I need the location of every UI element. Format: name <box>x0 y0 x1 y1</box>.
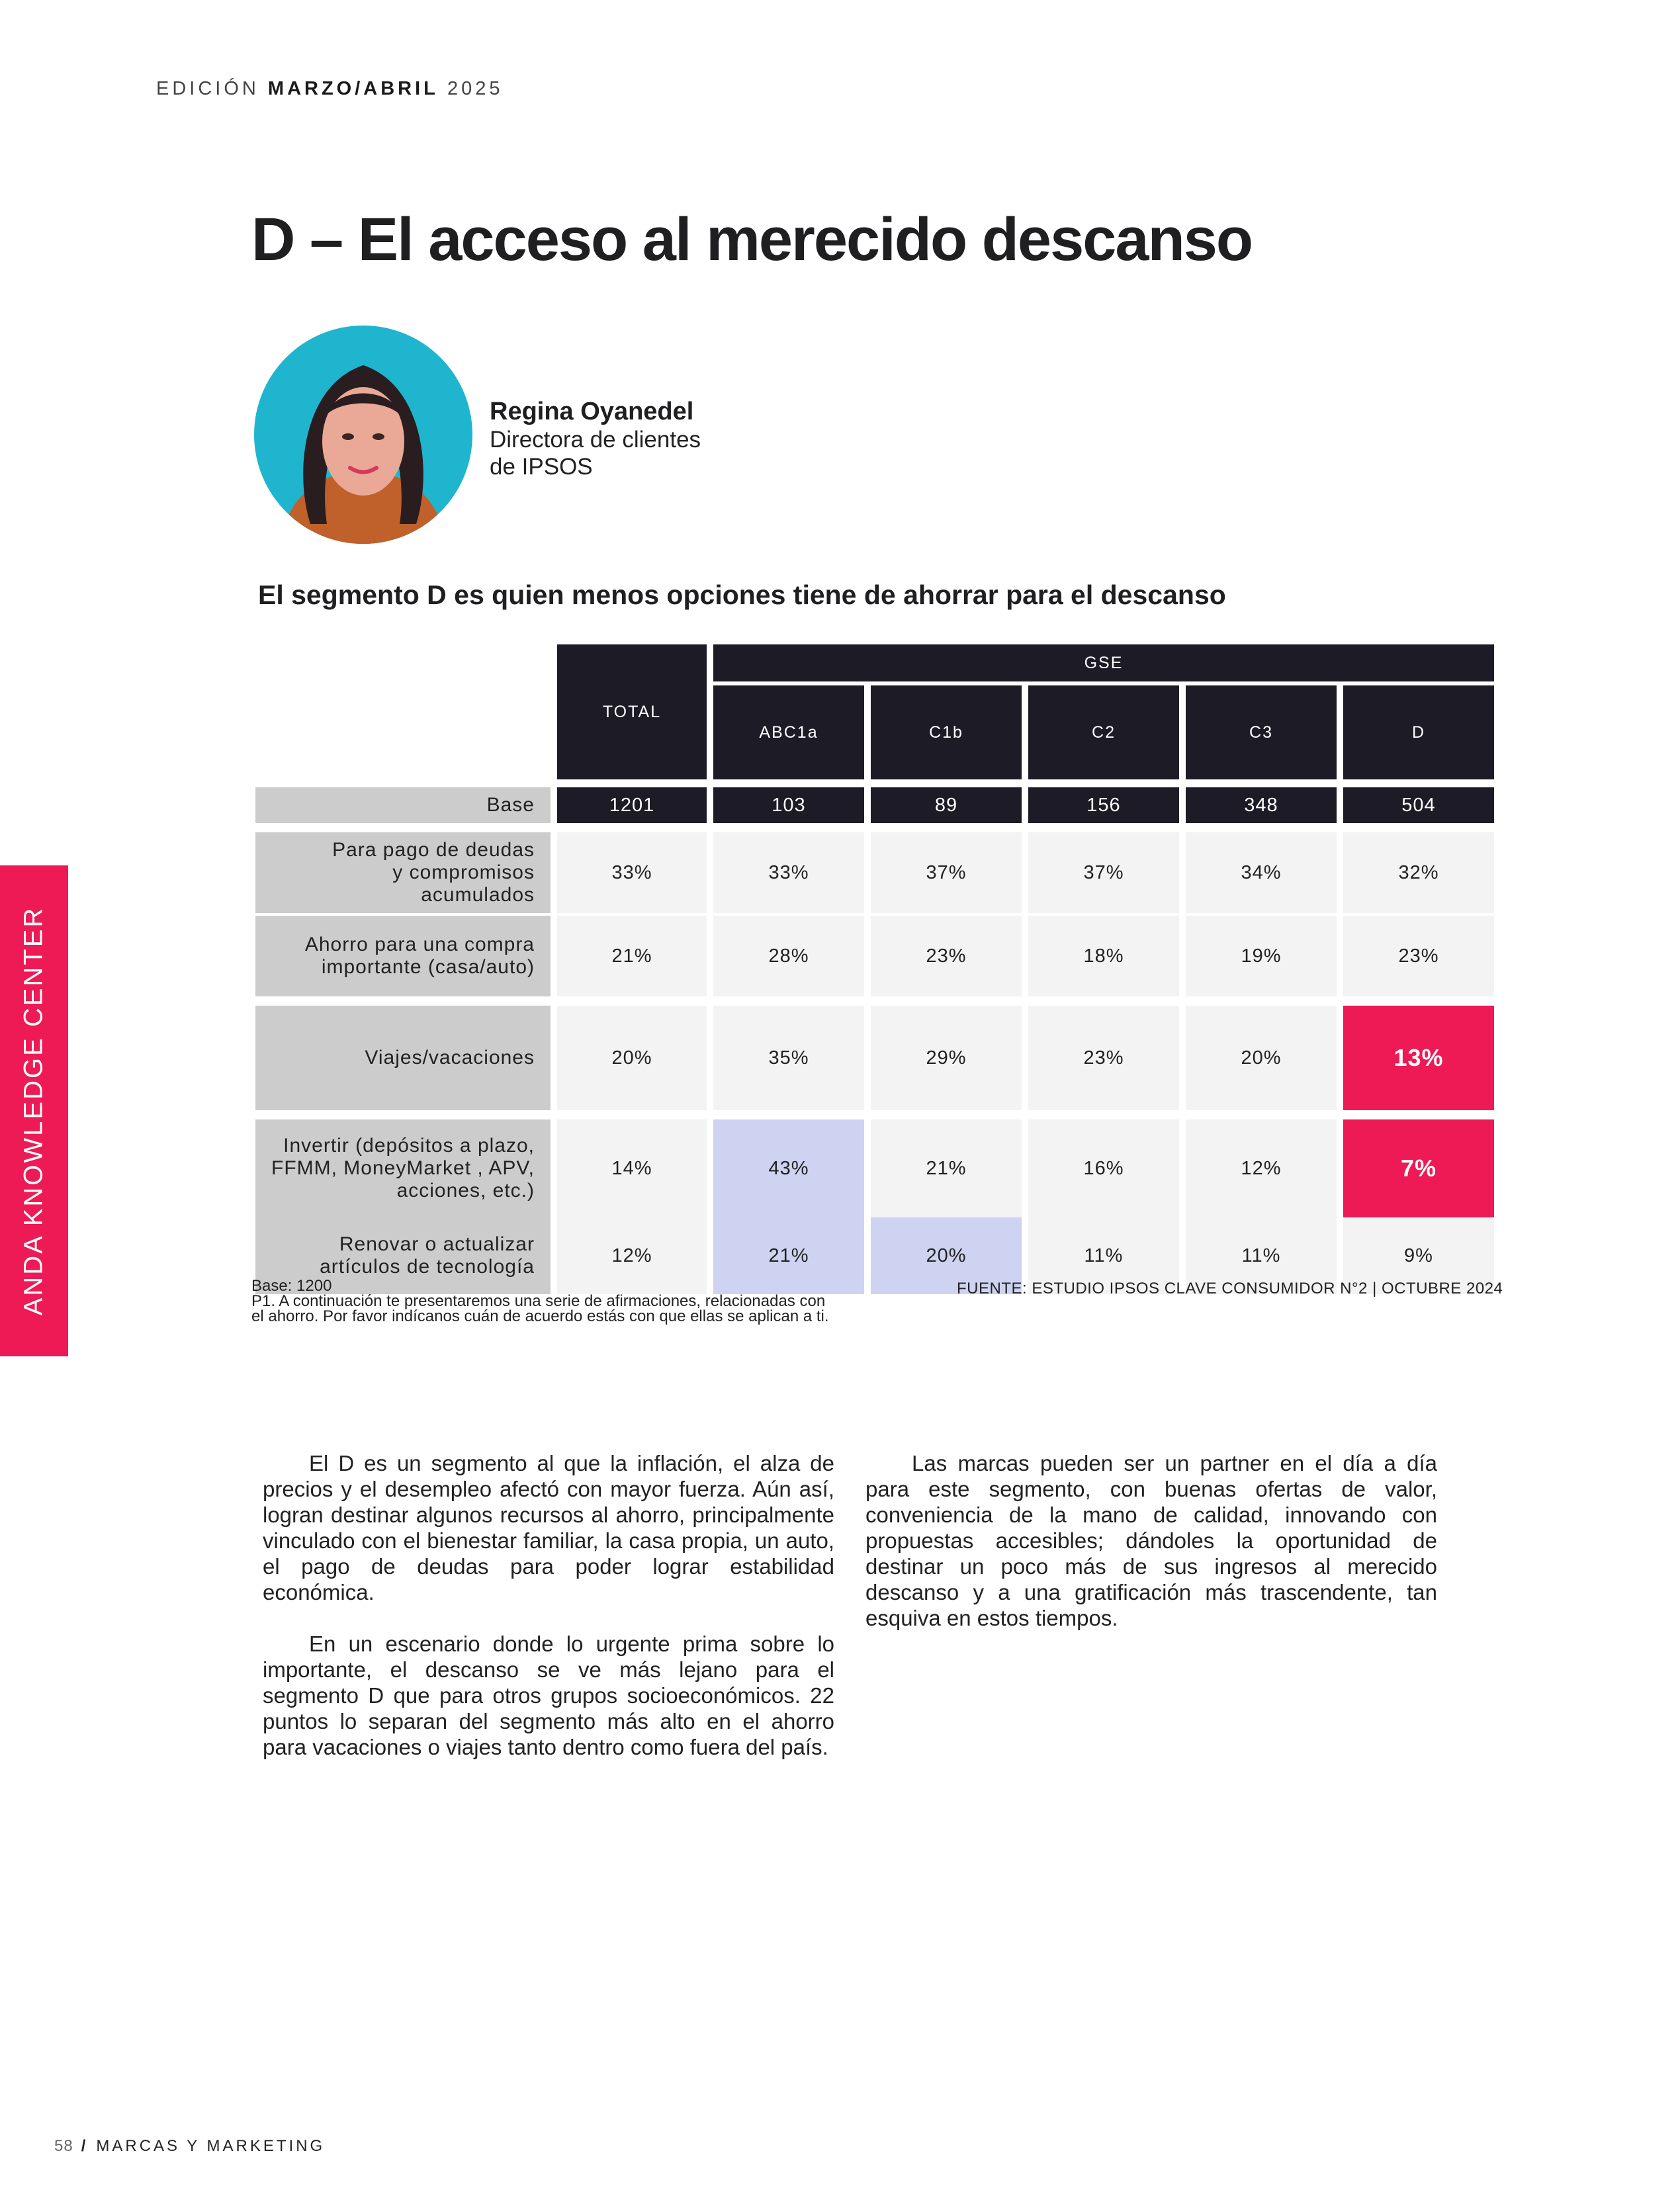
row-label-line: FFMM, MoneyMarket , APV, <box>271 1157 535 1179</box>
table-header-col: C1b <box>871 685 1022 779</box>
author-avatar <box>254 326 472 544</box>
table-header-col: C2 <box>1028 685 1179 779</box>
table-value-cell: 21% <box>713 1217 864 1294</box>
row-label-line: Renovar o actualizar <box>339 1233 535 1255</box>
table-notes <box>251 1278 834 1324</box>
table-value-cell: 33% <box>557 832 707 913</box>
table-value-cell: 11% <box>1028 1217 1179 1294</box>
article-title: D – El acceso al merecido descanso <box>251 206 1253 273</box>
table-value-cell: 16% <box>1028 1119 1179 1217</box>
table-value-cell: 21% <box>871 1119 1022 1217</box>
table-value-cell: 20% <box>1186 1006 1337 1110</box>
row-label-line: acciones, etc.) <box>396 1180 535 1202</box>
author-role-line1: Directora de clientes <box>490 427 701 453</box>
section-sidebar <box>0 865 68 1356</box>
row-label-line: y compromisos <box>392 861 535 883</box>
base-note: Base: 1200 <box>251 1277 332 1295</box>
table-base-cell: 348 <box>1186 787 1337 823</box>
table-value-cell: 11% <box>1186 1217 1337 1294</box>
table-value-cell: 34% <box>1186 832 1337 913</box>
table-value-cell: 23% <box>1028 1006 1179 1110</box>
table-value-cell: 37% <box>1028 832 1179 913</box>
table-header-col: D <box>1343 685 1494 779</box>
body-paragraph: Las marcas pueden ser un partner en el día a día para este segmento, con buenas ofertas de valor, conveniencia de la mano de calidad, innovando con propuestas accesibles; dándoles la oportunidad de destinar un poco más de sus ingresos al merecido descanso y a una gratificación más trascendente, tan esquiva en estos tiempos. <box>865 1451 1437 1630</box>
body-paragraph: El D es un segmento al que la inflación, el alza de precios y el desempleo afectó con mayor fuerza. Aún así, logran destinar algunos recursos al ahorro, principalmente vinculado con el bienestar familiar, la casa propia, un auto, el pago de deudas para poder lograr estabilidad económica. <box>263 1451 834 1604</box>
table-row-label <box>255 916 551 996</box>
row-label-text <box>332 839 535 906</box>
table-value-cell: 20% <box>871 1217 1022 1294</box>
row-label-text <box>365 1047 535 1069</box>
page-number: 58 <box>54 2137 73 2155</box>
body-column-left <box>263 1450 834 1786</box>
table-header-total: TOTAL <box>557 644 707 779</box>
table-base-cell: 103 <box>713 787 864 823</box>
table-base-cell: 156 <box>1028 787 1179 823</box>
sidebar-label: ANDA KNOWLEDGE CENTER <box>19 906 48 1316</box>
table-header-col: ABC1a <box>713 685 864 779</box>
table-value-cell: 20% <box>557 1006 707 1110</box>
table-value-cell: 37% <box>871 832 1022 913</box>
publication-name: MARCAS Y MARKETING <box>96 2137 326 2155</box>
table-value-cell: 21% <box>557 916 707 996</box>
table-base-cell: 89 <box>871 787 1022 823</box>
row-label-line: acumulados <box>421 884 535 906</box>
table-value-cell: 23% <box>871 916 1022 996</box>
table-header-col: C3 <box>1186 685 1337 779</box>
table-base-cell: 504 <box>1343 787 1494 823</box>
table-value-cell: 7% <box>1343 1119 1494 1217</box>
table-value-cell: 43% <box>713 1119 864 1217</box>
table-value-cell: 32% <box>1343 832 1494 913</box>
row-label-line: Para pago de deudas <box>332 839 535 861</box>
table-value-cell: 13% <box>1343 1006 1494 1110</box>
table-value-cell: 12% <box>1186 1119 1337 1217</box>
table-value-cell: 12% <box>557 1217 707 1294</box>
table-row-label <box>255 1119 551 1217</box>
table-value-cell: 9% <box>1343 1217 1494 1294</box>
row-label-text <box>271 1135 535 1202</box>
author-name: Regina Oyanedel <box>490 398 694 425</box>
edition-label <box>156 78 503 100</box>
table-value-cell: 23% <box>1343 916 1494 996</box>
table-row-label: Base <box>255 787 551 823</box>
edition-year: 2025 <box>447 78 504 99</box>
page-footer <box>54 2137 325 2156</box>
row-label-line: artículos de tecnología <box>320 1256 535 1278</box>
table-value-cell: 35% <box>713 1006 864 1110</box>
row-label-line: Ahorro para una compra <box>304 934 535 955</box>
footer-slash: / <box>81 2137 89 2155</box>
author-photo-illustration <box>254 326 472 544</box>
table-value-cell: 33% <box>713 832 864 913</box>
author-block <box>490 397 701 480</box>
author-role-line2: de IPSOS <box>490 454 593 480</box>
table-row-label <box>255 832 551 913</box>
edition-prefix: EDICIÓN <box>156 78 259 99</box>
row-label-text <box>320 1233 535 1278</box>
row-label-line: importante (casa/auto) <box>321 956 535 978</box>
body-paragraph: En un escenario donde lo urgente prima sobre lo importante, el descanso se ve más lejano para el segmento D que para otros grupos socioeconómicos. 22 puntos lo separan del segmento más alto en el ahorro para vacaciones o viajes tanto dentro como fuera del país. <box>263 1632 834 1759</box>
question-note: P1. A continuación te presentaremos una serie de afirmaciones, relacionadas con el ahorro. Por favor indícanos cuán de acuerdo estás con que ellas se aplican a ti. <box>251 1292 829 1325</box>
table-value-cell: 29% <box>871 1006 1022 1110</box>
row-label-line: Invertir (depósitos a plazo, <box>283 1135 535 1157</box>
body-column-right <box>865 1450 1437 1657</box>
source-note: FUENTE: ESTUDIO IPSOS CLAVE CONSUMIDOR N°2 | OCTUBRE 2024 <box>957 1280 1503 1297</box>
table-value-cell: 28% <box>713 916 864 996</box>
row-label-line: Viajes/vacaciones <box>365 1047 535 1069</box>
table-row-label <box>255 1006 551 1110</box>
table-value-cell: 19% <box>1186 916 1337 996</box>
table-value-cell: 18% <box>1028 916 1179 996</box>
savings-table <box>255 644 1503 1278</box>
table-base-cell: 1201 <box>557 787 707 823</box>
edition-month: MARZO/ABRIL <box>267 78 439 99</box>
row-label-text <box>305 934 535 979</box>
table-title: El segmento D es quien menos opciones tiene de ahorrar para el descanso <box>258 580 1226 610</box>
table-value-cell: 14% <box>557 1119 707 1217</box>
table-header-group: GSE <box>713 644 1494 681</box>
